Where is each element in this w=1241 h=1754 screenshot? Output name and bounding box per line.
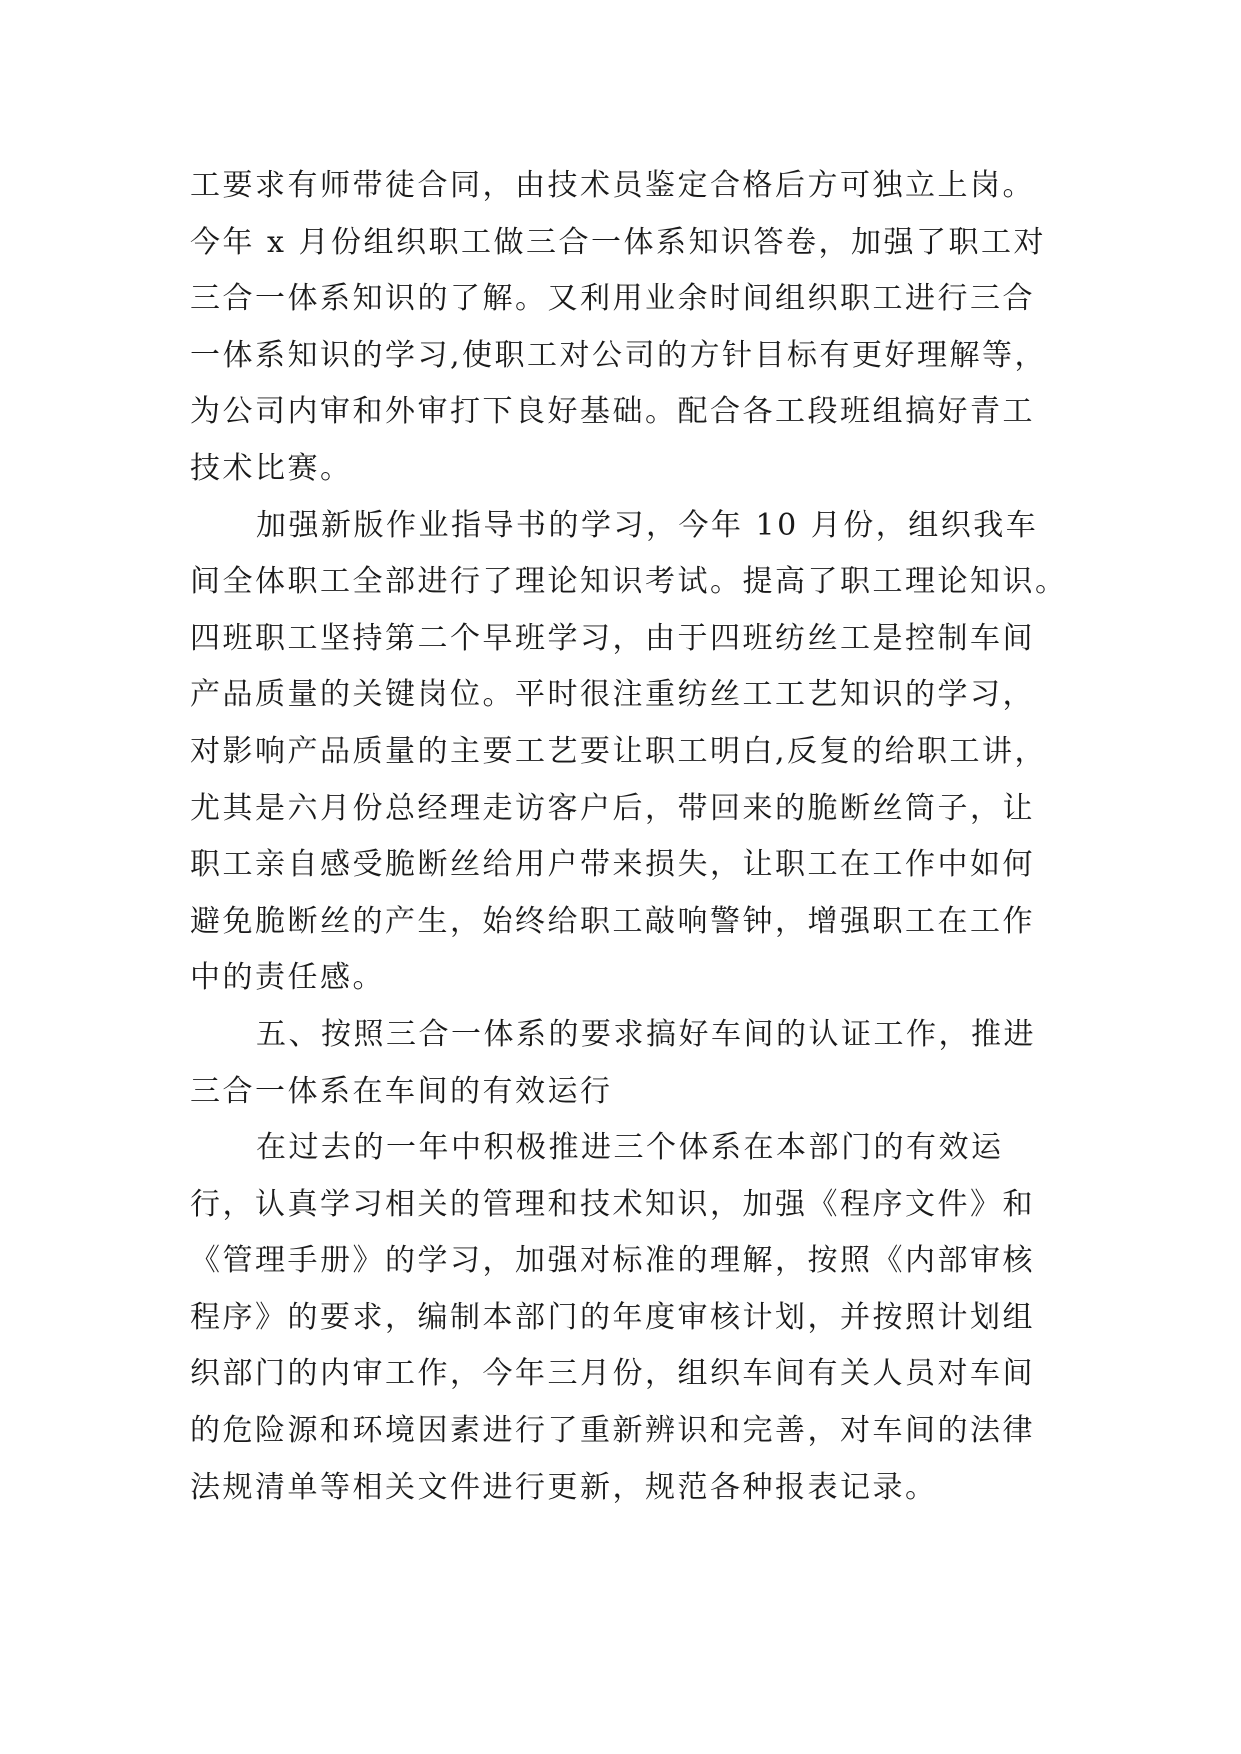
text-line: 的危险源和环境因素进行了重新辨识和完善，对车间的法律 [190, 1413, 1035, 1449]
paragraph-start-line: 在过去的一年中积极推进三个体系在本部门的有效运 [256, 1130, 1004, 1166]
text-line: 一体系知识的学习,使职工对公司的方针目标有更好理解等， [190, 337, 1048, 373]
text-line: 职工亲自感受脆断丝给用户带来损失，让职工在工作中如何 [190, 847, 1035, 883]
text-line: 为公司内审和外审打下良好基础。配合各工段班组搞好青工 [190, 394, 1035, 430]
text-line: 行，认真学习相关的管理和技术知识，加强《程序文件》和 [190, 1186, 1035, 1222]
text-line: 产品质量的关键岗位。平时很注重纺丝工工艺知识的学习， [190, 677, 1035, 713]
text-line: 间全体职工全部进行了理论知识考试。提高了职工理论知识。 [190, 564, 1068, 600]
text-line: 工要求有师带徒合同，由技术员鉴定合格后方可独立上岗。 [190, 168, 1035, 203]
text-line: 今年 x 月份组织职工做三合一体系知识答卷，加强了职工对 [190, 224, 1046, 260]
text-line: 对影响产品质量的主要工艺要让职工明白,反复的给职工讲， [190, 733, 1048, 769]
text-line: 尤其是六月份总经理走访客户后，带回来的脆断丝筒子，让 [190, 790, 1035, 826]
text-line: 技术比赛。 [190, 450, 353, 486]
text-line: 《管理手册》的学习，加强对标准的理解，按照《内部审核 [190, 1243, 1035, 1279]
section-heading-line: 五、按照三合一体系的要求搞好车间的认证工作，推进 [256, 1016, 1036, 1052]
text-line: 避免脆断丝的产生，始终给职工敲响警钟，增强职工在工作 [190, 903, 1035, 939]
text-line: 织部门的内审工作，今年三月份，组织车间有关人员对车间 [190, 1356, 1035, 1392]
section-heading-line: 三合一体系在车间的有效运行 [190, 1073, 613, 1109]
text-line: 三合一体系知识的了解。又利用业余时间组织职工进行三合 [190, 281, 1035, 317]
text-line: 程序》的要求，编制本部门的年度审核计划，并按照计划组 [190, 1299, 1035, 1335]
body-text [190, 158, 1070, 1516]
text-line: 四班职工坚持第二个早班学习，由于四班纺丝工是控制车间 [190, 620, 1035, 656]
text-line: 法规清单等相关文件进行更新，规范各种报表记录。 [190, 1469, 938, 1505]
text-line: 中的责任感。 [190, 960, 385, 996]
paragraph-start-line: 加强新版作业指导书的学习，今年 10 月份，组织我车 [256, 507, 1039, 543]
